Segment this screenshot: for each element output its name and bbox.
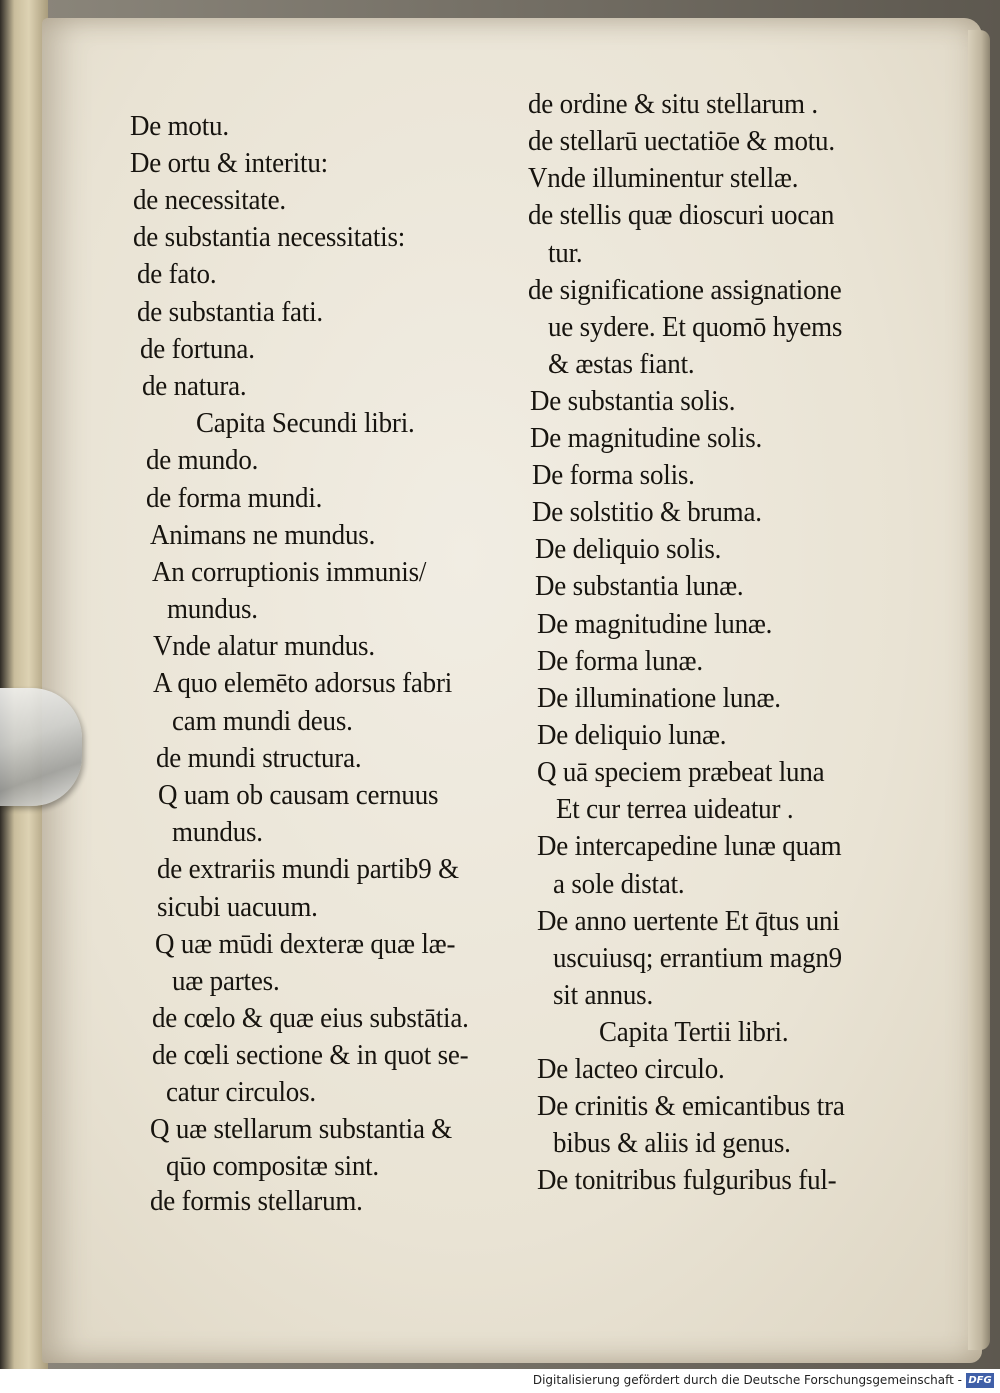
section-heading: Capita Secundi libri. bbox=[196, 407, 415, 439]
toc-line: Vnde illuminentur stellæ. bbox=[528, 162, 799, 194]
toc-line: De substantia lunæ. bbox=[535, 570, 744, 602]
toc-line: uæ partes. bbox=[172, 965, 280, 997]
toc-line: A quo elemēto adorsus fabri bbox=[153, 667, 453, 699]
toc-line: de fato. bbox=[137, 258, 217, 290]
toc-line: sicubi uacuum. bbox=[157, 891, 318, 923]
toc-line: Vnde alatur mundus. bbox=[153, 630, 375, 662]
funding-credit: Digitalisierung gefördert durch die Deutsche Forschungsgemeinschaft - bbox=[532, 1373, 962, 1387]
toc-line: cam mundi deus. bbox=[172, 705, 353, 737]
toc-line: de ordine & situ stellarum . bbox=[528, 88, 818, 120]
footer-bar bbox=[0, 1369, 1000, 1393]
page-clip bbox=[0, 688, 82, 806]
toc-line: bibus & aliis id genus. bbox=[553, 1127, 791, 1159]
toc-line: de forma mundi. bbox=[146, 482, 323, 514]
toc-line: de fortuna. bbox=[140, 333, 255, 365]
toc-line: sit annus. bbox=[553, 979, 654, 1011]
toc-line: de necessitate. bbox=[133, 184, 286, 216]
toc-line: Q uæ stellarum substantia & bbox=[150, 1113, 453, 1145]
toc-line: mundus. bbox=[167, 593, 258, 625]
toc-line: de mundi structura. bbox=[156, 742, 362, 774]
toc-line: de extrariis mundi partib9 & bbox=[157, 853, 459, 885]
toc-line: An corruptionis immunis/ bbox=[152, 556, 427, 588]
toc-line: de significatione assignatione bbox=[528, 274, 842, 306]
toc-line: mundus. bbox=[172, 816, 263, 848]
toc-line: de substantia necessitatis: bbox=[133, 221, 406, 253]
toc-line: de mundo. bbox=[146, 444, 259, 476]
toc-line: Q uā speciem præbeat luna bbox=[537, 756, 825, 788]
toc-line: De deliquio solis. bbox=[535, 533, 722, 565]
toc-line: De crinitis & emicantibus tra bbox=[537, 1090, 845, 1122]
toc-line: de cœlo & quæ eius substātia. bbox=[152, 1002, 469, 1034]
toc-line: De motu. bbox=[130, 110, 229, 142]
toc-line: De substantia solis. bbox=[530, 385, 736, 417]
toc-line: De intercapedine lunæ quam bbox=[537, 830, 842, 862]
toc-line: uscuiusq; errantium magn9 bbox=[553, 942, 842, 974]
toc-line: De deliquio lunæ. bbox=[537, 719, 727, 751]
toc-line: De magnitudine solis. bbox=[530, 422, 763, 454]
toc-line: De tonitribus fulguribus ful- bbox=[537, 1164, 837, 1196]
toc-line: De anno uertente Et q̄tus uni bbox=[537, 905, 840, 937]
toc-line: qūo compositæ sint. bbox=[166, 1150, 379, 1182]
toc-line: de formis stellarum. bbox=[150, 1185, 363, 1217]
toc-line: de stellis quæ dioscuri uocan bbox=[528, 199, 835, 231]
toc-line: a sole distat. bbox=[553, 868, 685, 900]
toc-line: De ortu & interitu: bbox=[130, 147, 328, 179]
toc-line: Q uæ mūdi dexteræ quæ læ- bbox=[155, 928, 456, 960]
toc-line: De illuminatione lunæ. bbox=[537, 682, 781, 714]
toc-line: de cœli sectione & in quot se- bbox=[152, 1039, 469, 1071]
toc-line: De lacteo circulo. bbox=[537, 1053, 725, 1085]
toc-line: de natura. bbox=[142, 370, 247, 402]
toc-line: tur. bbox=[548, 237, 583, 269]
toc-line: & æstas fiant. bbox=[548, 348, 695, 380]
toc-line: De magnitudine lunæ. bbox=[537, 608, 773, 640]
toc-line: de stellarū uectatiōe & motu. bbox=[528, 125, 835, 157]
toc-line: Et cur terrea uideatur . bbox=[556, 793, 794, 825]
toc-line: ue sydere. Et quomō hyems bbox=[548, 311, 843, 343]
toc-line: de substantia fati. bbox=[137, 296, 323, 328]
toc-line: De solstitio & bruma. bbox=[532, 496, 762, 528]
toc-line: De forma lunæ. bbox=[537, 645, 703, 677]
toc-line: Animans ne mundus. bbox=[150, 519, 376, 551]
toc-line: De forma solis. bbox=[532, 459, 695, 491]
section-heading: Capita Tertii libri. bbox=[599, 1016, 789, 1048]
dfg-logo: DFG bbox=[966, 1373, 994, 1388]
toc-line: Q uam ob causam cernuus bbox=[158, 779, 439, 811]
toc-line: catur circulos. bbox=[166, 1076, 316, 1108]
